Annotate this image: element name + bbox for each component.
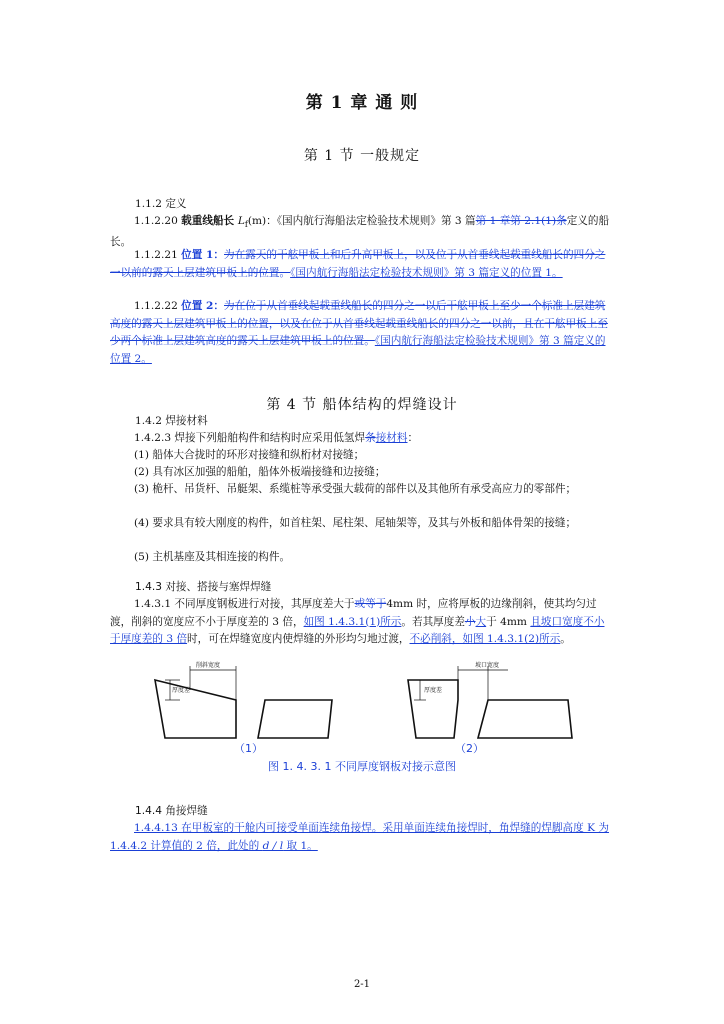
inserted-text: 且坡口宽度不小于厚度差的 3 倍 <box>110 615 605 646</box>
symbol: L <box>237 215 245 227</box>
deleted-text: 小 <box>464 615 476 628</box>
list-item: (2) 具有冰区加强的船舶，船体外板端接缝和边接缝； <box>134 466 386 478</box>
body-text: ： <box>407 432 419 444</box>
list-item: (4) 要求具有较大刚度的构件，如首柱架、尾柱架、尾轴架等，及其与外板和船体骨架的接缝； <box>134 517 577 529</box>
list-item: (3) 桅杆、吊货杆、吊艇架、系缆桩等承受强大载荷的部件以及其他所有承受高应力的零部件； <box>134 483 577 495</box>
body-text: 1.4.3.1 不同厚度钢板进行对接，其厚度差大于 <box>134 598 355 610</box>
thickness-diff-label: 厚度差 <box>172 687 191 694</box>
clause-number: 1.1.2.22 <box>134 300 182 312</box>
paragraph-1-4-2-3 <box>110 430 615 448</box>
term-bold: 位置 2： <box>181 300 225 312</box>
page-number: 2-1 <box>353 979 371 990</box>
bevel-width-label: 削斜宽度 <box>196 662 221 669</box>
inserted-text: 接材料 <box>375 432 408 444</box>
inserted-text: 《国内航行海船法定检验技术规则》第 3 篇定义的位置 1。 <box>290 266 563 279</box>
inserted-text: 取 1。 <box>283 839 318 852</box>
thick-plate-shape <box>155 680 236 738</box>
deleted-text: 或等于 <box>354 598 387 610</box>
deleted-text: 为在露天的干舷甲板上和后升高甲板上，以及位于从首垂线起载重线船长的四分之一以前的露天上层建筑甲板上的位置。 <box>110 249 606 279</box>
body-text: 于 4mm <box>486 615 531 628</box>
body-text: 《国内航行海船法定检验技术规则》第 3 篇 <box>276 215 476 227</box>
thickness-diff-label: 厚度差 <box>424 687 443 694</box>
body-text: 1.4.2.3 焊接下列船舶构件和结构时应采用低氢焊 <box>134 432 366 444</box>
inserted-text: 大 <box>475 615 487 628</box>
section-4-title: 第 4 节 船体结构的焊缝设计 <box>266 397 458 413</box>
paragraph-1-1-2-22 <box>110 298 615 368</box>
term-bold: 载重线船长 <box>181 215 238 227</box>
body-text: 4mm 时，应将厚板的边缘削斜，使其均匀过渡，削斜的宽度应不小于厚度差的 3 倍， <box>110 598 597 628</box>
paragraph-1-1-2-20 <box>110 213 615 251</box>
term-bold: 位置 1： <box>181 249 225 261</box>
ratio-symbol: d / l <box>262 839 284 852</box>
thin-plate-shape <box>258 700 332 738</box>
clause-number: 1.1.2.20 <box>134 215 182 227</box>
sub-figure-label-1: （1） <box>234 742 263 755</box>
sub-figure-label-2: （2） <box>455 742 484 755</box>
figure-caption: 图 1. 4. 3. 1 不同厚度钢板对接示意图 <box>268 760 456 773</box>
figure-reference-link[interactable]: 不必削斜，如图 1.4.3.1(2)所示 <box>409 633 561 646</box>
chapter-title: 第 1 章 通 则 <box>305 93 419 113</box>
thin-plate-shape <box>478 700 572 738</box>
heading-1-4-4: 1.4.4 角接焊缝 <box>135 805 208 817</box>
deleted-text: 条 <box>556 215 567 227</box>
body-text: 定义的船长。 <box>110 215 610 248</box>
unit: (m)： <box>247 215 277 227</box>
plate-butt-joint-figure <box>110 660 615 740</box>
body-text: 。 <box>560 633 571 646</box>
heading-1-1-2: 1.1.2 定义 <box>135 198 187 210</box>
inserted-text: 《国内航行海船法定检验技术规则》第 3 篇定义的位置 2。 <box>110 335 606 365</box>
section-1-title: 第 1 节 一般规定 <box>303 148 421 164</box>
inserted-text: 1.4.4.13 在甲板室的干舱内可接受单面连续角接焊。采用单面连续角接焊时，角焊缝的焊脚高度 K 为 1.4.4.2 计算值的 2 倍，此处的 <box>110 822 609 852</box>
deleted-text: 条 <box>365 432 376 444</box>
list-item: (5) 主机基座及其相连接的构件。 <box>134 551 291 563</box>
list-item: (1) 船体大合拢时的环形对接缝和纵桁材对接缝； <box>134 449 365 461</box>
symbol-subscript: f <box>244 220 248 230</box>
paragraph-1-4-4-13 <box>110 820 615 855</box>
clause-number: 1.1.2.21 <box>134 249 182 261</box>
paragraph-1-1-2-21 <box>110 247 615 282</box>
body-text: 时，可在焊缝宽度内使焊缝的外形均匀地过渡， <box>187 633 410 646</box>
body-text: 。若其厚度差 <box>401 615 465 628</box>
groove-width-label: 坡口宽度 <box>475 662 500 669</box>
heading-1-4-2: 1.4.2 焊接材料 <box>135 415 208 427</box>
heading-1-4-3: 1.4.3 对接、搭接与塞焊焊缝 <box>135 581 272 593</box>
paragraph-1-4-3-1 <box>110 596 615 649</box>
deleted-text: 为在位于从首垂线起载重线船长的四分之一以后干舷甲板上至少一个标准上层建筑高度的露天上层建筑甲板上的位置，以及在位于从首垂线起载重线船长的四分之一以前，且在干舷甲板上至少两个标准上层建筑高度的露天上层建筑甲板上的位置。 <box>110 300 608 348</box>
figure-reference-link[interactable]: 如图 1.4.3.1(1)所示 <box>303 615 402 628</box>
deleted-text: 第 1 章第 2.1(1) <box>475 215 557 227</box>
